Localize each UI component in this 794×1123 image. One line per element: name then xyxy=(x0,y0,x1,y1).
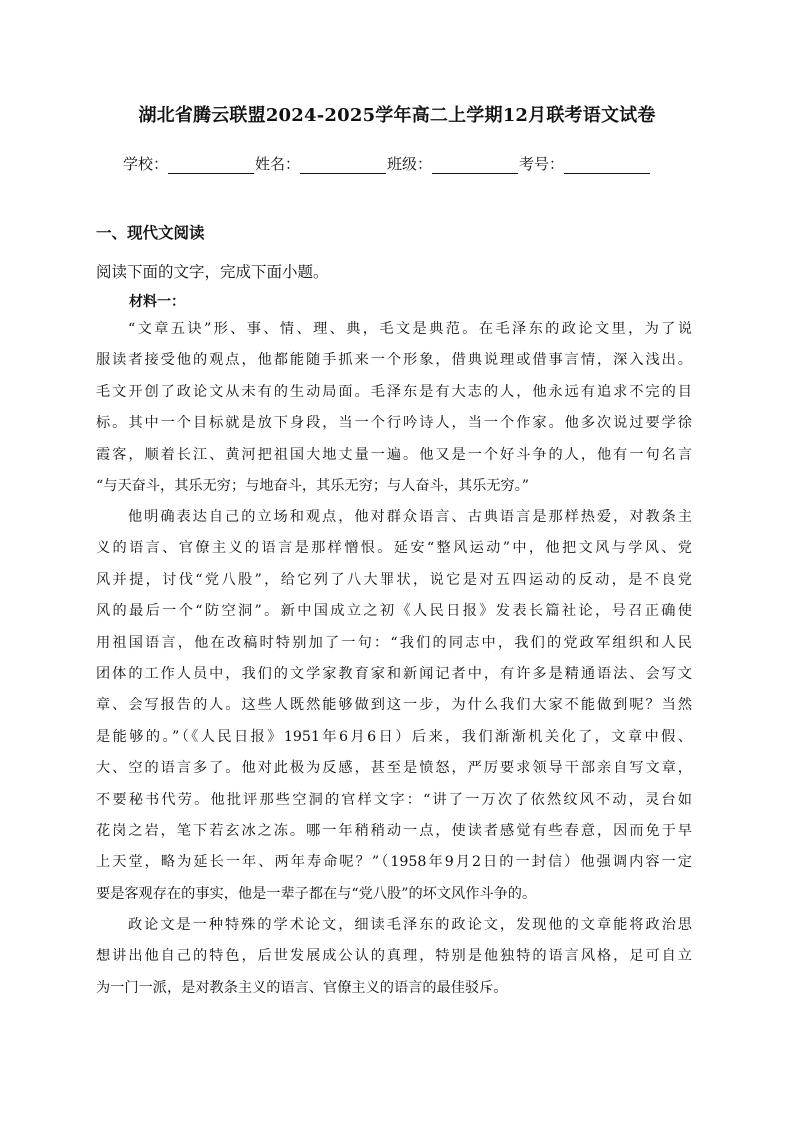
class-label: 班级： xyxy=(387,155,433,173)
text-line: 用祖国语言，他在改稿时特别加了一句：“我们的同志中，我们的党政军组织和人民 xyxy=(96,634,692,651)
text-line: 他明确表达自己的立场和观点，他对群众语言、古典语言是那样热爱，对教条主 xyxy=(128,509,692,525)
text-line: 上天堂，略为延长一年、两年寿命呢？”（1958年9月2日的一封信）他强调内容一定 xyxy=(96,854,692,871)
text-line: 风的最后一个“防空洞”。新中国成立之初《人民日报》发表长篇社论，号召正确使 xyxy=(96,603,692,620)
text-line: 义的语言、官僚主义的语言是那样憎恨。延安“整风运动”中，他把文风与学风、党 xyxy=(96,540,692,557)
paragraph-2 xyxy=(96,502,692,910)
school-label: 学校： xyxy=(123,155,169,173)
text-line: 标。其中一个目标就是放下身段，当一个行吟诗人，当一个作家。他多次说过要学徐 xyxy=(96,415,692,432)
text-line: 大、空的语言多了。他对此极为反感，甚至是愤怒，严厉要求领导干部亲自写文章， xyxy=(96,760,692,777)
text-line: 章、会写报告的人。这些人既然能够做到这一步，为什么我们大家不能做到呢？当然 xyxy=(96,697,692,714)
text-line: 毛文开创了政论文从未有的生动局面。毛泽东是有大志的人，他永远有追求不完的目 xyxy=(96,383,692,400)
text-line: 不要秘书代劳。他批评那些空洞的官样文字：“讲了一万次了依然纹风不动，灵台如 xyxy=(96,791,692,808)
text-line: 政论文是一种特殊的学术论文，细读毛泽东的政论文，发现他的文章能将政治思 xyxy=(128,917,692,933)
text-line: 想讲出他自己的特色，后世发展成公认的真理，特别是他独特的语言风格，足可自立 xyxy=(96,948,692,965)
name-blank[interactable] xyxy=(300,158,386,174)
exam-number-label: 考号： xyxy=(519,155,565,173)
text-line: 霞客，顺着长江、黄河把祖国大地丈量一遍。他又是一个好斗争的人，他有一句名言 xyxy=(96,446,692,463)
reading-instruction: 阅读下面的文字，完成下面小题。 xyxy=(96,263,329,281)
school-blank[interactable] xyxy=(168,158,254,174)
text-line: 风并提，讨伐“党八股”，给它列了八大罪状，说它是对五四运动的反动，是不良党 xyxy=(96,571,692,588)
exam-number-blank[interactable] xyxy=(564,158,650,174)
class-blank[interactable] xyxy=(432,158,518,174)
text-line: 服读者接受他的观点，他都能随手抓来一个形象，借典说理或借事言情，深入浅出。 xyxy=(96,352,692,369)
paragraph-1 xyxy=(96,314,692,502)
school-field xyxy=(123,153,255,174)
material-label: 材料一： xyxy=(129,294,185,310)
text-line: “文章五诀”形、事、情、理、典，毛文是典范。在毛泽东的政论文里，为了说 xyxy=(128,321,692,337)
text-line: “与天奋斗，其乐无穷；与地奋斗，其乐无穷；与人奋斗，其乐无穷。” xyxy=(96,477,530,494)
text-line: 为一门一派，是对教条主义的语言、官僚主义的语言的最佳驳斥。 xyxy=(96,979,508,996)
class-field xyxy=(387,153,519,174)
text-line: 花岗之岩，笔下若玄冰之冻。哪一年稍稍动一点，使读者感觉有些春意，因而免于早 xyxy=(96,822,692,839)
exam-title: 湖北省腾云联盟2024-2025学年高二上学期12月联考语文试卷 xyxy=(138,105,656,126)
text-line: 是能够的。”（《人民日报》1951年6月6日）后来，我们渐渐机关化了，文章中假、 xyxy=(96,728,692,745)
section-heading: 一、现代文阅读 xyxy=(96,224,205,242)
exam-number-field xyxy=(519,153,651,174)
student-info-row xyxy=(123,154,651,174)
paragraph-3 xyxy=(96,910,692,1004)
text-line: 团体的工作人员中，我们的文学家教育家和新闻记者中，有许多是精通语法、会写文 xyxy=(96,665,692,682)
name-field xyxy=(255,153,387,174)
text-line: 要是客观存在的事实，他是一辈子都在与“党八股”的坏文风作斗争的。 xyxy=(96,885,537,902)
name-label: 姓名： xyxy=(255,155,301,173)
